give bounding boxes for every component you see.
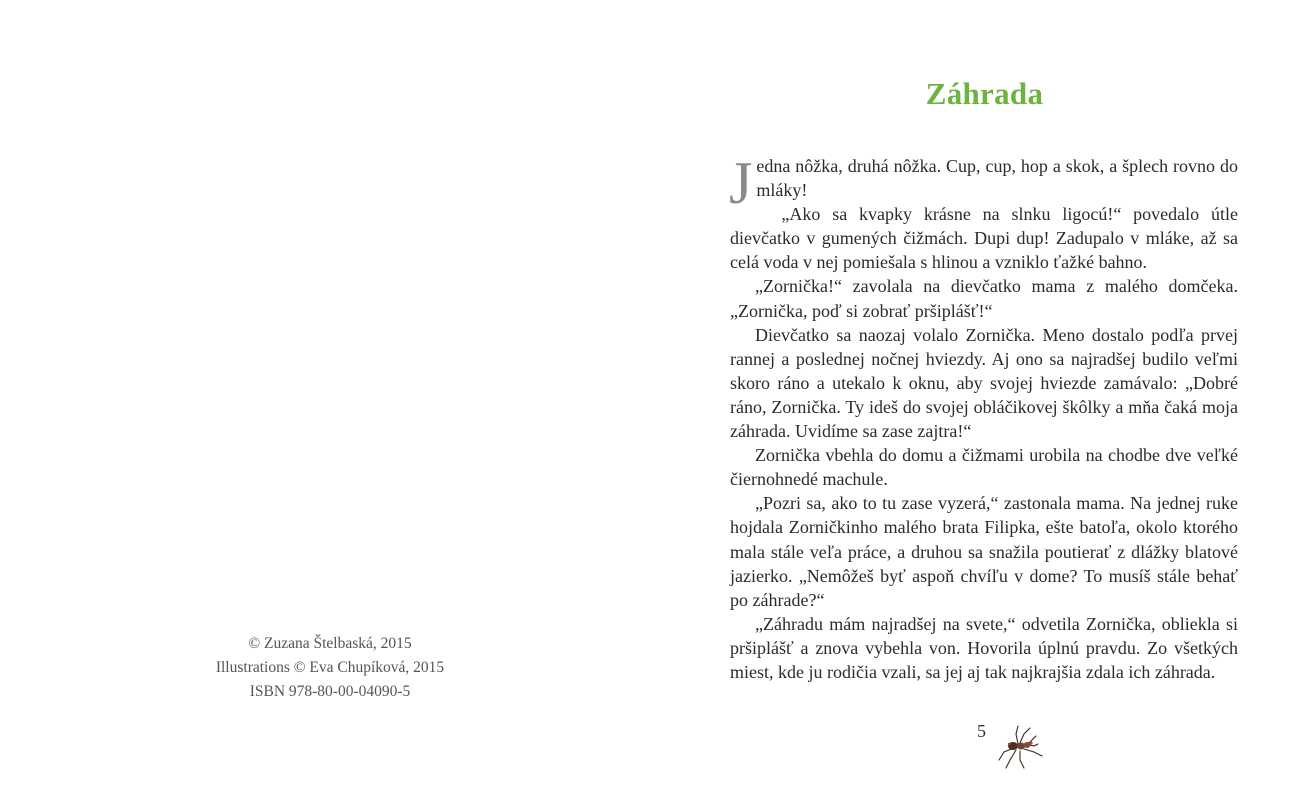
paragraph: Zornička vbehla do domu a čižmami urobila na chodbe dve veľké čiernohnedé machule. [730,445,1238,490]
right-page [656,0,1313,800]
chapter-title: Záhrada [925,76,1044,111]
paragraph: Dievčatko sa naozaj volalo Zornička. Meno dostalo podľa prvej rannej a poslednej nočnej hviezdy. Aj ono sa najradšej budilo veľmi skoro ráno a utekalo k oknu, aby svojej hviezde zamávalo: „Dobré ráno, Zornička. Ty ideš do svojej obláčikovej škôlky a mňa čaká moja záhrada. Uvidíme sa zase zajtra!“ [730,324,1238,442]
paragraph: „Záhradu mám najradšej na svete,“ odvetila Zornička, obliekla si pršiplášť a znova vybehla von. Hovorila úplnú pravdu. Zo všetkých miest, kde ju rodičia vzali, sa jej aj tak najkrajšia zdala ich záhrada. [730,613,1238,682]
illustrations-line: Illustrations © Eva Chupíková, 2015 [215,659,445,676]
chapter-text [729,150,1238,684]
imprint [180,632,480,704]
ant-icon [996,722,1046,770]
paragraph: „Zornička!“ zavolala na dievčatko mama z malého domčeka. „Zornička, poď si zobrať pršiplášť!“ [730,276,1238,321]
left-page [0,0,656,800]
paragraph-text: edna nôžka, druhá nôžka. Cup, cup, hop a skok, a šplech rovno do mláky! [756,156,1238,201]
page-number: 5 [977,721,986,741]
paragraph [729,150,1238,216]
drop-cap: J [729,150,753,216]
copyright-line: © Zuzana Štelbaská, 2015 [248,635,412,652]
paragraph: „Ako sa kvapky krásne na slnku ligocú!“ povedalo útle dievčatko v gumených čižmách. Dupi dup! Zadupalo v mláke, až sa celá voda v nej pomiešala s hlinou a vzniklo ťažké bahno. [730,204,1238,273]
paragraph: „Pozri sa, ako to tu zase vyzerá,“ zastonala mama. Na jednej ruke hojdala Zorničkinho malého brata Filipka, ešte batoľa, okolo ktorého mala stále veľa práce, a druhou sa snažila poutierať z dlážky blatové jazierko. „Nemôžeš byť aspoň chvíľu v dome? To musíš stále behať po záhrade?“ [730,493,1238,610]
isbn-line: ISBN 978-80-00-04090-5 [249,683,411,700]
